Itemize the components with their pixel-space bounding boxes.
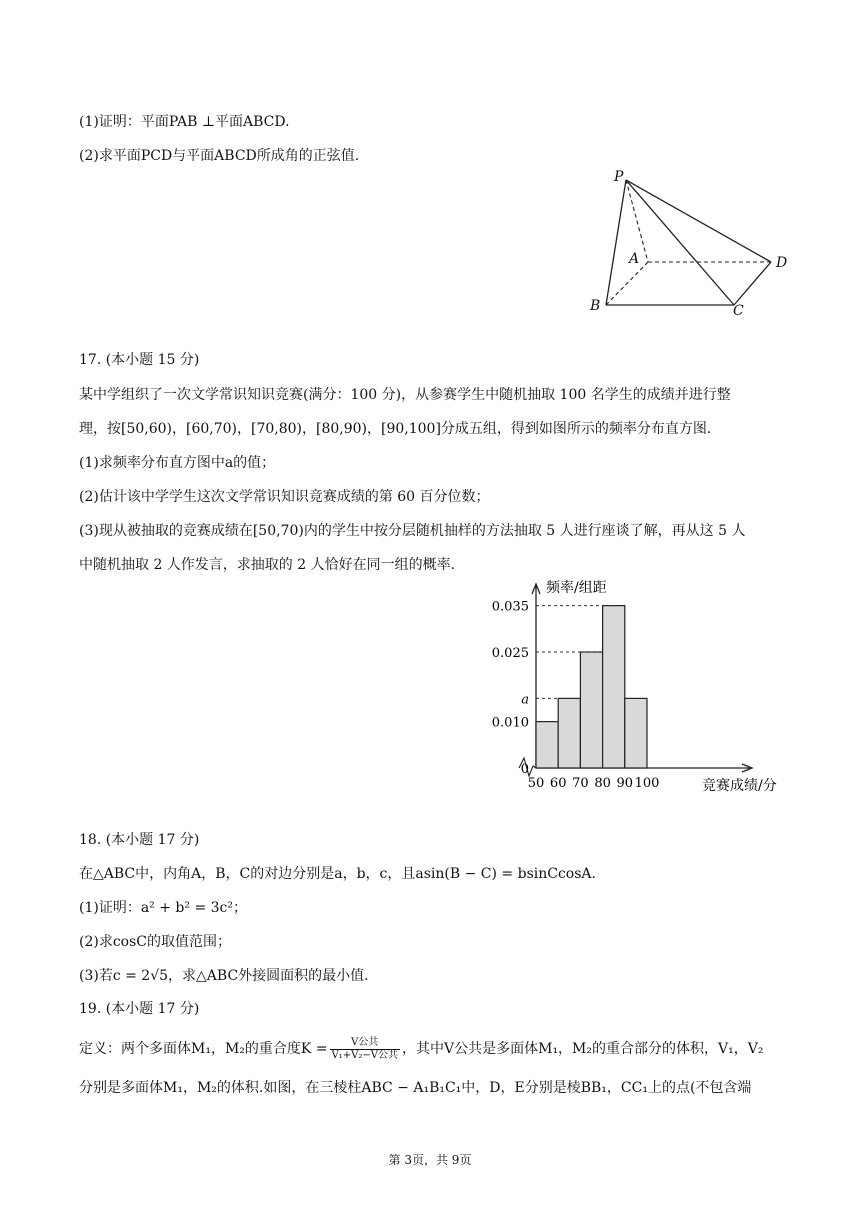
q17-part2: (2)估计该中学学生这次文学常识知识竞赛成绩的第 60 百分位数； xyxy=(79,489,490,505)
label-D: D xyxy=(776,255,788,271)
histogram-bar xyxy=(580,652,602,768)
q17-stem-line1: 某中学组织了一次文学常识知识竞赛(满分：100 分)，从参赛学生中随机抽取 100 名学生的成绩并进行整 xyxy=(79,387,731,403)
y-tick-label: a xyxy=(521,692,529,708)
y-tick-label: 0.010 xyxy=(491,715,529,731)
q17-header: 17. (本小题 15 分) xyxy=(79,352,200,368)
label-C: C xyxy=(733,303,744,319)
histogram-bar xyxy=(558,698,580,768)
y-axis-title: 频率/组距 xyxy=(546,580,607,596)
q18-header: 18. (本小题 17 分) xyxy=(79,832,200,848)
fraction-denominator: V₁+V₂−V公共 xyxy=(331,1049,398,1061)
x-tick-label: 60 xyxy=(549,776,567,791)
y-tick-label: 0.025 xyxy=(491,646,529,661)
q19-def-prefix: 定义：两个多面体M₁，M₂的重合度K = xyxy=(79,1041,328,1057)
x-tick-label: 70 xyxy=(572,776,589,791)
q17-stem-line2: 理，按[50,60)，[60,70)，[70,80)，[80,90)，[90,100]分成五组，得到如图所示的频率分布直方图. xyxy=(79,421,712,437)
page-footer: 第 3页，共 9页 xyxy=(388,1153,472,1167)
q17-part3-line2: 中随机抽取 2 人作发言，求抽取的 2 人恰好在同一组的概率. xyxy=(79,557,456,573)
histogram-bar xyxy=(603,606,625,768)
x-tick-label: 80 xyxy=(594,776,611,791)
q18-stem: 在△ABC中，内角A，B，C的对边分别是a，b，c，且asin(B − C) = bsinCcosA. xyxy=(79,866,596,882)
q18-part3: (3)若c = 2√5，求△ABC外接圆面积的最小值. xyxy=(79,968,369,984)
q17-part3-line1: (3)现从被抽取的竞赛成绩在[50,70)内的学生中按分层随机抽样的方法抽取 5 人进行座谈了解，再从这 5 人 xyxy=(79,523,746,539)
fraction-numerator: V公共 xyxy=(330,1037,400,1050)
q16-part2: (2)求平面PCD与平面ABCD所成角的正弦值. xyxy=(79,148,360,164)
histogram-bar xyxy=(536,722,558,768)
x-tick-label: 100 xyxy=(634,776,660,791)
x-tick-label: 90 xyxy=(616,776,634,791)
q19-def-suffix: ，其中V公共是多面体M₁，M₂的重合部分的体积，V₁，V₂ xyxy=(402,1041,764,1057)
q19-line2: 分别是多面体M₁，M₂的体积.如图，在三棱柱ABC − A₁B₁C₁中，D，E分别是棱BB₁，CC₁上的点(不包含端 xyxy=(79,1080,752,1096)
histogram-bar xyxy=(625,698,647,768)
q17-part1: (1)求频率分布直方图中a的值； xyxy=(79,455,276,471)
x-axis-arrow xyxy=(742,764,752,772)
x-tick-label: 50 xyxy=(527,776,545,791)
q18-part1: (1)证明：a² + b² = 3c²； xyxy=(79,900,247,916)
q18-part2: (2)求cosC的取值范围； xyxy=(79,934,231,950)
y-tick-label: 0 xyxy=(520,762,529,777)
q16-part1: (1)证明：平面PAB ⊥平面ABCD. xyxy=(79,114,290,130)
y-axis-arrow xyxy=(532,584,540,594)
y-tick-label: 0.035 xyxy=(491,599,529,615)
q19-definition xyxy=(79,1032,763,1066)
label-P: P xyxy=(614,169,624,185)
x-axis-title: 竞赛成绩/分 xyxy=(702,778,777,794)
overlap-fraction xyxy=(330,1037,400,1062)
q19-header: 19. (本小题 17 分) xyxy=(79,1001,200,1017)
label-B: B xyxy=(590,298,601,314)
label-A: A xyxy=(629,251,640,267)
axis-break-mark xyxy=(519,758,536,776)
